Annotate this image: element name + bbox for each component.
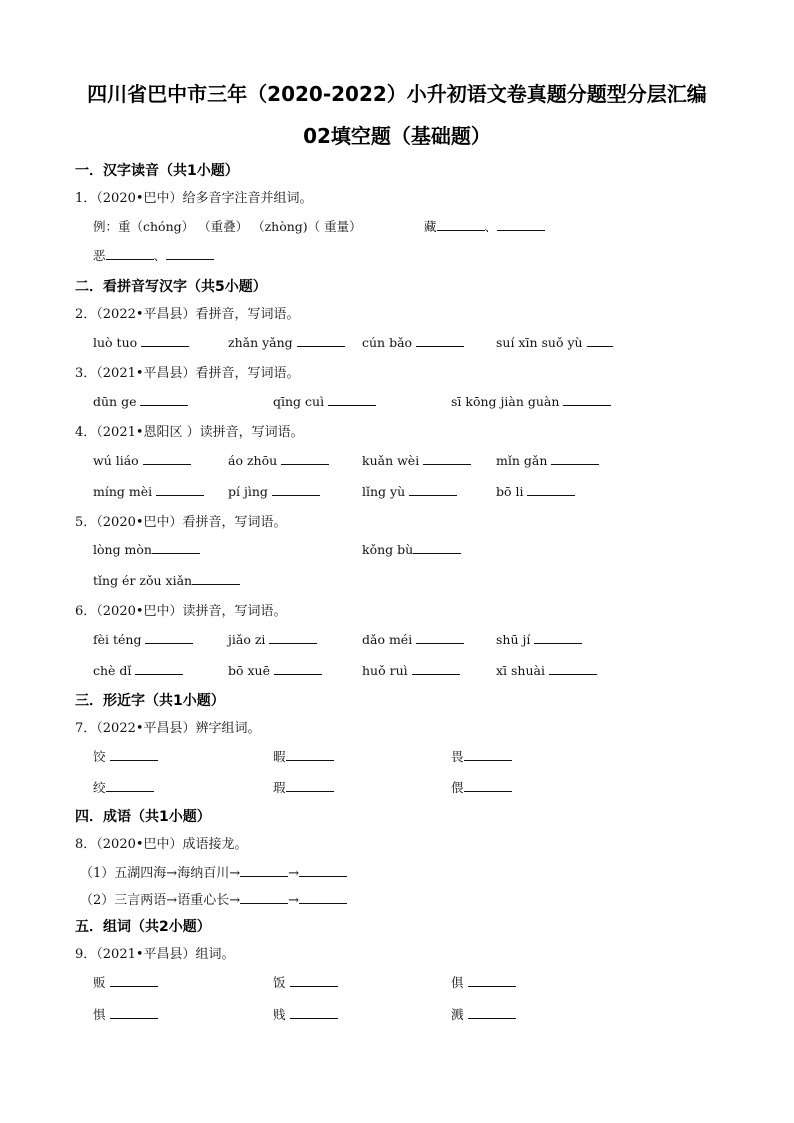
answer-blank[interactable] <box>468 974 516 987</box>
answer-blank[interactable] <box>135 662 183 675</box>
pinyin-text: lòng mòn <box>93 542 152 557</box>
answer-blank[interactable] <box>106 247 154 260</box>
arrow-icon: → <box>288 893 300 908</box>
q1-zang-char: 藏 <box>424 219 437 234</box>
idiom-given: 语重心长 <box>177 893 230 908</box>
answer-blank[interactable] <box>563 393 611 406</box>
answer-blank[interactable] <box>299 864 347 877</box>
pinyin-text: suí xīn suǒ yù <box>496 335 583 350</box>
answer-blank[interactable] <box>141 334 189 347</box>
answer-blank[interactable] <box>152 541 200 554</box>
word-item <box>451 778 512 796</box>
pinyin-text: wú liáo <box>93 453 139 468</box>
pinyin-item <box>93 334 189 350</box>
pinyin-item <box>93 631 193 647</box>
word-char: 溅 <box>451 1007 464 1022</box>
pinyin-text: mǐn gǎn <box>496 453 548 468</box>
pinyin-item <box>228 631 317 647</box>
pinyin-text: pí jìng <box>228 484 268 499</box>
pinyin-item <box>496 631 582 647</box>
q1-example: 例：重（chóng） （重叠） （zhòng)（ 重量） <box>93 219 362 234</box>
answer-blank[interactable] <box>328 393 376 406</box>
pinyin-item <box>93 541 200 557</box>
answer-blank[interactable] <box>587 334 613 347</box>
answer-blank[interactable] <box>297 334 345 347</box>
answer-blank[interactable] <box>299 891 347 904</box>
word-char: 俱 <box>451 975 464 990</box>
pinyin-item <box>496 483 575 499</box>
pinyin-text: sī kōng jiàn guàn <box>451 394 560 409</box>
word-char: 绞 <box>93 780 106 795</box>
answer-blank[interactable] <box>269 631 317 644</box>
word-char: 惧 <box>93 1007 106 1022</box>
word-char: 饭 <box>273 975 286 990</box>
pinyin-item <box>362 452 471 468</box>
answer-blank[interactable] <box>549 662 597 675</box>
answer-blank[interactable] <box>286 779 334 792</box>
pinyin-item <box>496 452 599 468</box>
answer-blank[interactable] <box>143 452 191 465</box>
pinyin-item <box>362 662 460 678</box>
pinyin-text: kuǎn wèi <box>362 453 420 468</box>
q1-zang-item <box>424 217 545 235</box>
pinyin-text: kǒng bù <box>362 542 414 557</box>
pinyin-item <box>228 483 320 499</box>
idiom-given: 海纳百川 <box>177 866 230 881</box>
pinyin-text: cún bǎo <box>362 335 413 350</box>
answer-blank[interactable] <box>274 662 322 675</box>
pinyin-item <box>228 452 329 468</box>
arrow-icon: → <box>288 866 300 881</box>
pinyin-item <box>93 393 188 409</box>
q1-separator: 、 <box>153 248 167 263</box>
answer-blank[interactable] <box>551 452 599 465</box>
arrow-icon: → <box>229 866 241 881</box>
pinyin-text: chè dǐ <box>93 663 132 678</box>
word-char: 偎 <box>451 780 464 795</box>
pinyin-text: xī shuài <box>496 663 545 678</box>
pinyin-text: huǒ ruì <box>362 663 408 678</box>
answer-blank[interactable] <box>240 864 288 877</box>
pinyin-item <box>93 572 240 588</box>
answer-blank[interactable] <box>437 218 485 231</box>
word-item <box>451 973 516 991</box>
q1-e-item <box>93 246 214 264</box>
section-heading-1: 一．汉字读音（共1小题） <box>75 163 239 179</box>
answer-blank[interactable] <box>534 631 582 644</box>
pinyin-item <box>496 662 597 678</box>
word-item <box>273 778 334 796</box>
answer-blank[interactable] <box>413 541 461 554</box>
word-item <box>93 1005 158 1023</box>
idiom-chain-label: （1）五湖四海 <box>80 866 167 881</box>
question-5: 5．（2020•巴中）看拼音，写词语。 <box>75 515 287 530</box>
pinyin-text: dūn ge <box>93 394 137 409</box>
answer-blank[interactable] <box>497 218 545 231</box>
arrow-icon: → <box>229 893 241 908</box>
pinyin-text: zhǎn yǎng <box>228 335 293 350</box>
pinyin-item <box>362 334 464 350</box>
answer-blank[interactable] <box>156 483 204 496</box>
arrow-icon: → <box>166 866 178 881</box>
word-item <box>93 973 158 991</box>
idiom-chain-2 <box>80 889 347 908</box>
idiom-chain-1 <box>80 862 347 881</box>
pinyin-item <box>228 662 322 678</box>
pinyin-text: jiǎo zi <box>228 632 266 647</box>
question-4: 4．（2021•恩阳区 ）读拼音，写词语。 <box>75 425 304 440</box>
question-8: 8．（2020•巴中）成语接龙。 <box>75 837 248 852</box>
answer-blank[interactable] <box>110 974 158 987</box>
pinyin-text: áo zhōu <box>228 453 278 468</box>
answer-blank[interactable] <box>145 631 193 644</box>
answer-blank[interactable] <box>290 1006 338 1019</box>
word-item <box>273 1005 338 1023</box>
word-char: 暇 <box>273 749 286 764</box>
answer-blank[interactable] <box>416 631 464 644</box>
pinyin-item <box>451 393 611 409</box>
answer-blank[interactable] <box>416 334 464 347</box>
idiom-chain-label: （2）三言两语 <box>80 893 167 908</box>
section-heading-3: 三．形近字（共1小题） <box>75 693 225 709</box>
answer-blank[interactable] <box>464 748 512 761</box>
answer-blank[interactable] <box>464 779 512 792</box>
pinyin-text: lǐng yù <box>362 484 406 499</box>
arrow-icon: → <box>166 893 178 908</box>
pinyin-text: bō xuē <box>228 663 270 678</box>
answer-blank[interactable] <box>423 452 471 465</box>
q1-separator: 、 <box>484 219 498 234</box>
section-heading-5: 五．组词（共2小题） <box>75 919 211 935</box>
word-item <box>93 778 154 796</box>
pinyin-text: fèi téng <box>93 632 142 647</box>
answer-blank[interactable] <box>409 483 457 496</box>
answer-blank[interactable] <box>527 483 575 496</box>
word-item <box>451 1005 516 1023</box>
answer-blank[interactable] <box>110 748 158 761</box>
pinyin-item <box>93 662 183 678</box>
pinyin-text: luò tuo <box>93 335 138 350</box>
answer-blank[interactable] <box>240 891 288 904</box>
question-3: 3．（2021•平昌县）看拼音，写词语。 <box>75 366 300 381</box>
pinyin-item <box>362 483 457 499</box>
word-char: 饺 <box>93 749 106 764</box>
answer-blank[interactable] <box>110 1006 158 1019</box>
pinyin-text: dǎo méi <box>362 632 413 647</box>
answer-blank[interactable] <box>290 974 338 987</box>
question-7: 7．（2022•平昌县）辨字组词。 <box>75 721 261 736</box>
word-char: 贱 <box>273 1007 286 1022</box>
document-title: 四川省巴中市三年（2020-2022）小升初语文卷真题分题型分层汇编 <box>87 82 707 106</box>
word-char: 畏 <box>451 749 464 764</box>
answer-blank[interactable] <box>286 748 334 761</box>
answer-blank[interactable] <box>412 662 460 675</box>
answer-blank[interactable] <box>468 1006 516 1019</box>
word-item <box>273 973 338 991</box>
word-item <box>451 747 512 765</box>
q1-e-char: 恶 <box>93 248 106 263</box>
pinyin-item <box>93 483 204 499</box>
question-2: 2．（2022•平昌县）看拼音，写词语。 <box>75 307 300 322</box>
pinyin-item <box>228 334 345 350</box>
question-1: 1．（2020•巴中）给多音字注音并组词。 <box>75 191 313 206</box>
word-char: 瑕 <box>273 780 286 795</box>
section-heading-2: 二．看拼音写汉字（共5小题） <box>75 279 267 295</box>
pinyin-text: shū jí <box>496 632 531 647</box>
section-heading-4: 四．成语（共1小题） <box>75 809 211 825</box>
pinyin-item <box>273 393 376 409</box>
question-9: 9．（2021•平昌县）组词。 <box>75 947 235 962</box>
answer-blank[interactable] <box>281 452 329 465</box>
pinyin-item <box>496 334 613 350</box>
answer-blank[interactable] <box>272 483 320 496</box>
pinyin-item <box>362 631 464 647</box>
word-item <box>273 747 334 765</box>
answer-blank[interactable] <box>106 779 154 792</box>
pinyin-item <box>93 452 191 468</box>
word-item <box>93 747 158 765</box>
pinyin-text: qīng cuì <box>273 394 325 409</box>
answer-blank[interactable] <box>140 393 188 406</box>
pinyin-text: míng mèi <box>93 484 153 499</box>
question-6: 6．（2020•巴中）读拼音，写词语。 <box>75 604 287 619</box>
answer-blank[interactable] <box>166 247 214 260</box>
pinyin-text: tǐng ér zǒu xiǎn <box>93 573 193 588</box>
answer-blank[interactable] <box>192 572 240 585</box>
pinyin-text: bō li <box>496 484 524 499</box>
pinyin-item <box>362 541 461 557</box>
document-subtitle: 02填空题（基础题） <box>303 124 491 148</box>
word-char: 贩 <box>93 975 106 990</box>
